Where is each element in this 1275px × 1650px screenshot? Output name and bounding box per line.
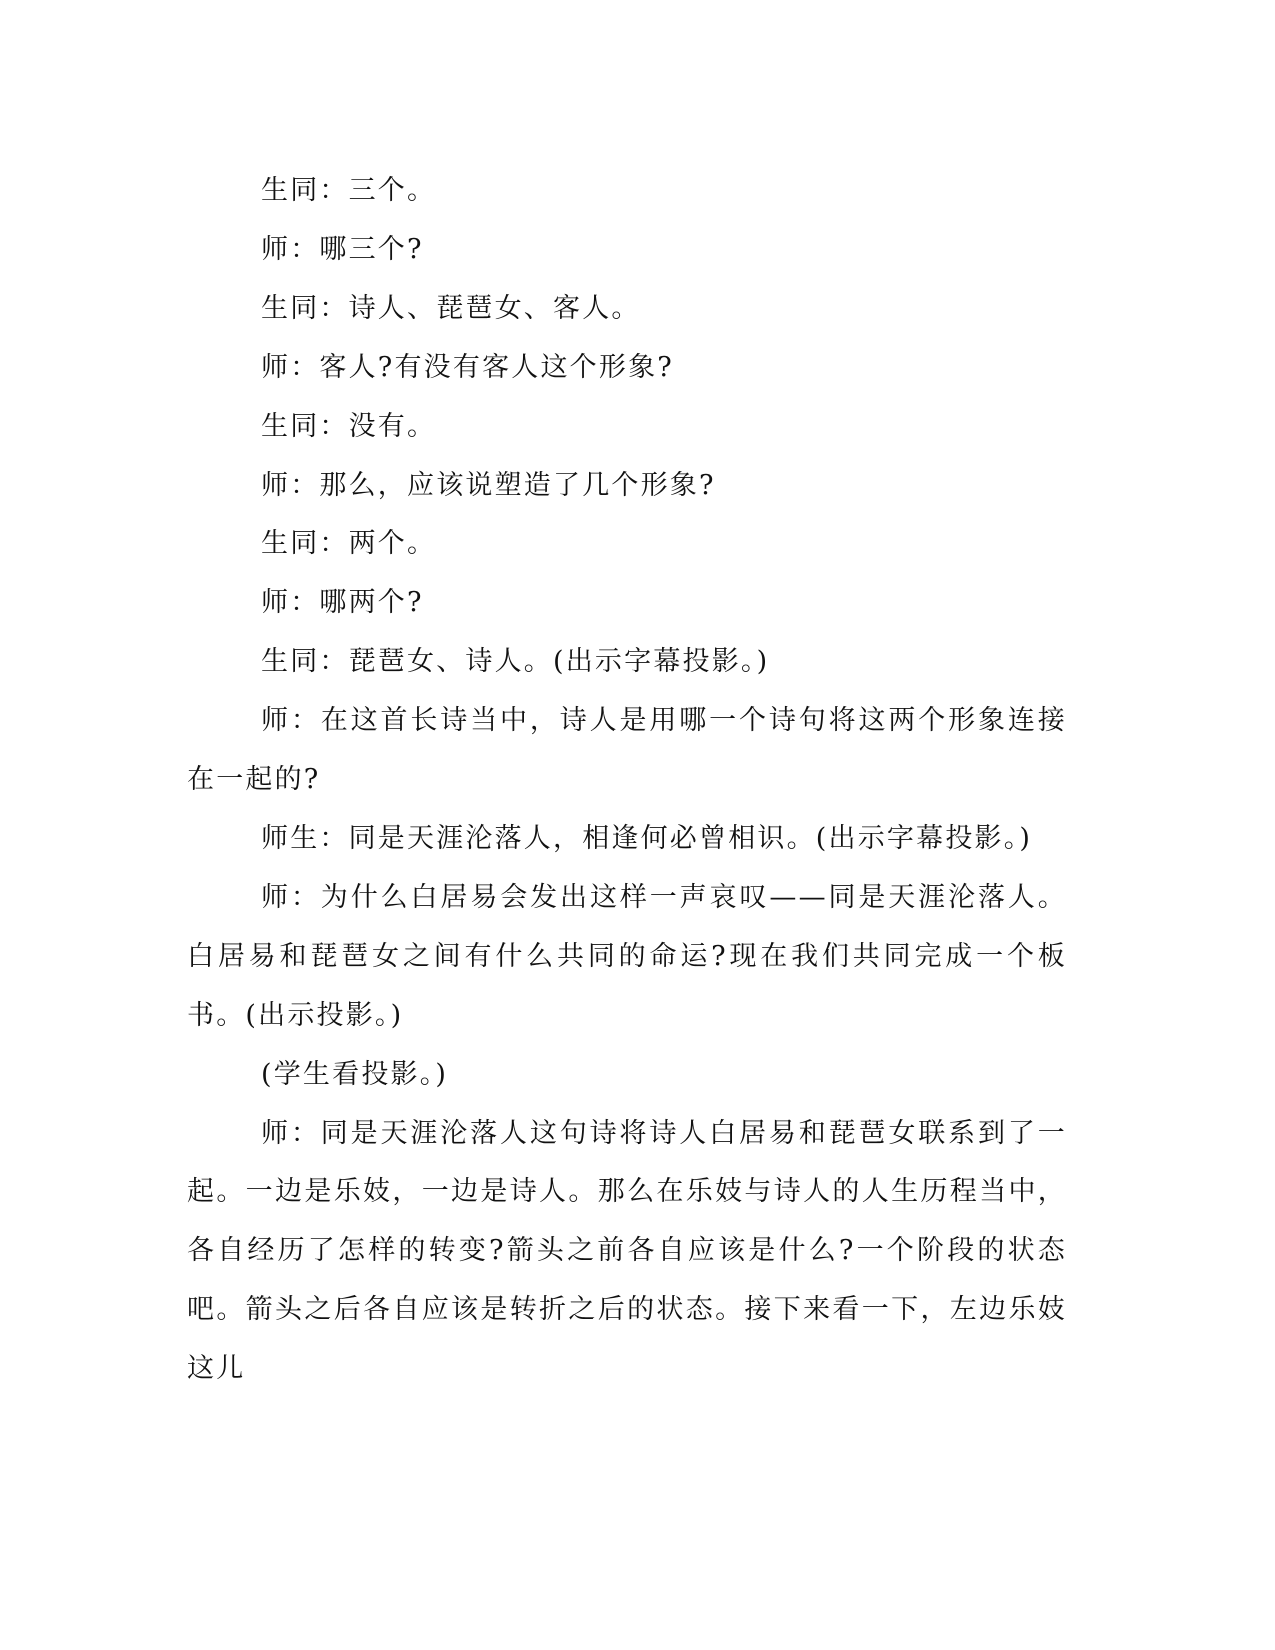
dialogue-line: 师生：同是天涯沦落人，相逢何必曾相识。(出示字幕投影。) (261, 822, 1033, 854)
dialogue-line: 师：在这首长诗当中，诗人是用哪一个诗句将这两个形象连接在一起的? (187, 705, 1067, 796)
stage-direction: (学生看投影。) (261, 1058, 449, 1090)
dialogue-line: 师：同是天涯沦落人这句诗将诗人白居易和琵琶女联系到了一起。一边是乐妓，一边是诗人。那么在乐妓与诗人的人生历程当中，各自经历了怎样的转变?箭头之前各自应该是什么?一个阶段的状态吧。箭头之后各自应该是转折之后的状态。接下来看一下，左边乐妓这儿 (187, 1117, 1067, 1385)
dialogue-line: 师：为什么白居易会发出这样一声哀叹——同是天涯沦落人。白居易和琵琶女之间有什么共同的命运?现在我们共同完成一个板书。(出示投影。) (187, 881, 1067, 1031)
dialogue-line: 师：客人?有没有客人这个形象? (261, 351, 674, 383)
dialogue-line: 生同：琵琶女、诗人。(出示字幕投影。) (261, 646, 770, 678)
dialogue-line: 生同：两个。 (261, 528, 437, 560)
dialogue-line: 师：哪两个? (261, 587, 424, 619)
dialogue-line: 师：那么，应该说塑造了几个形象? (261, 469, 716, 501)
dialogue-line: 生同：诗人、琵琶女、客人。 (261, 292, 641, 324)
dialogue-line: 师：哪三个? (261, 233, 424, 265)
document-body (187, 162, 1067, 1399)
dialogue-line: 生同：没有。 (261, 410, 437, 442)
dialogue-line: 生同：三个。 (261, 175, 437, 206)
